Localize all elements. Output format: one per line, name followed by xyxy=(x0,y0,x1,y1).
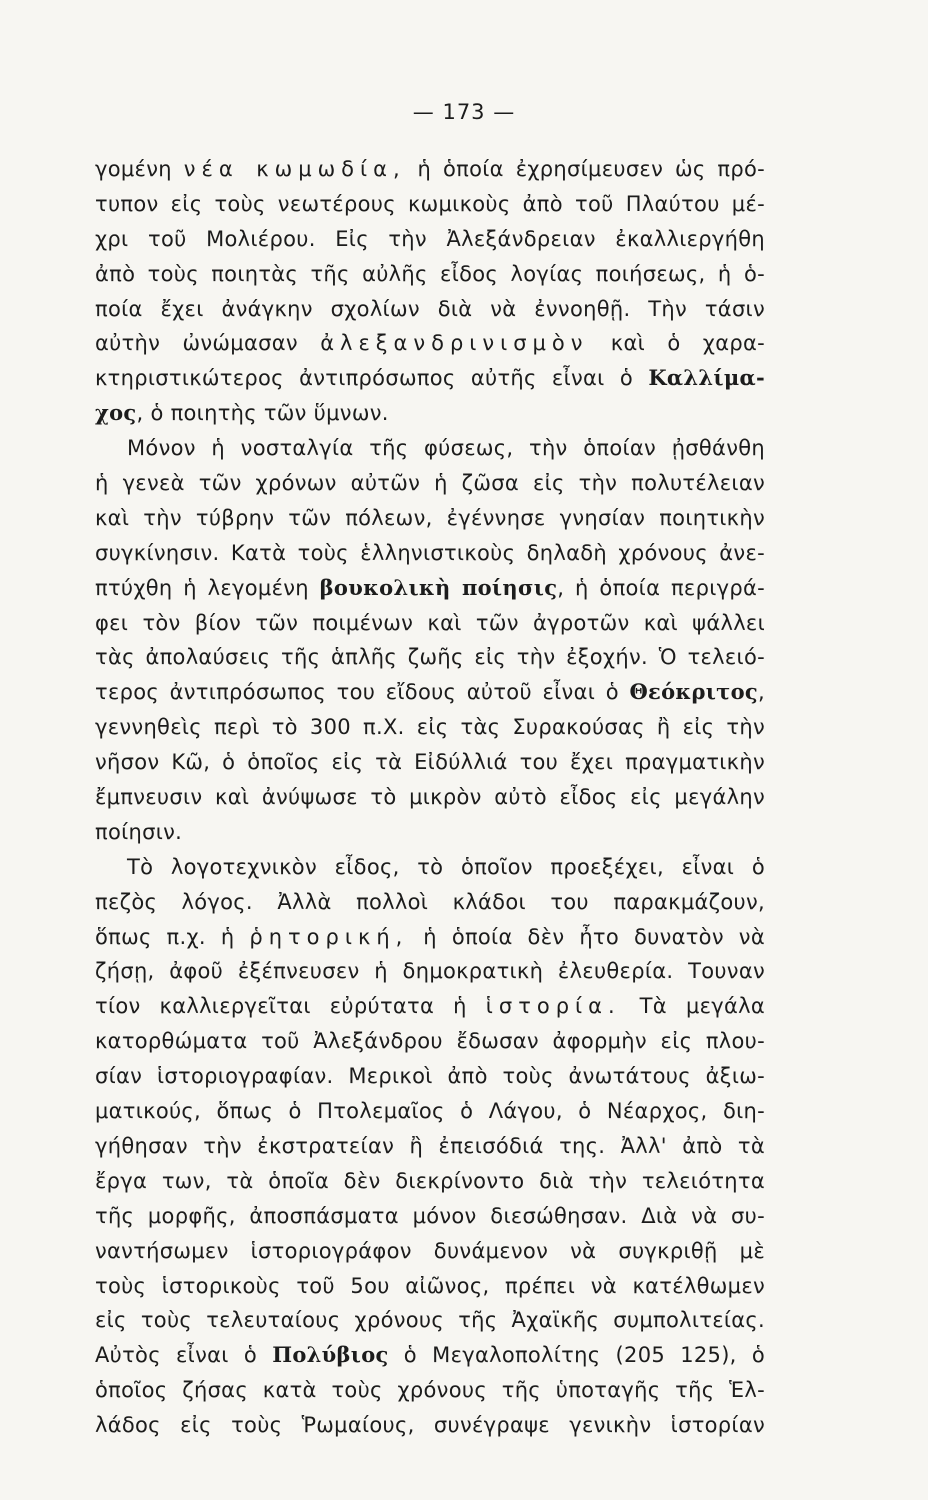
text-segment: τίον καλλιεργεῖται εὐρύτατα ἡ xyxy=(95,994,486,1019)
text-segment: καὶ ὁ χαρα- xyxy=(588,331,765,356)
text-segment: κατορθώματα τοῦ Ἀλεξάνδρου ἔδωσαν ἀφορμὴν εἰς πλου- xyxy=(95,1029,765,1054)
text-segment: τυπον εἰς τοὺς νεωτέρους κωμικοὺς ἀπὸ τοῦ Πλαύτου μέ- xyxy=(95,191,765,216)
text-line xyxy=(95,954,765,989)
text-segment: , ἡ ὁποία περιγρά- xyxy=(557,575,765,600)
text-segment: τῆς μορφῆς, ἀποσπάσματα μόνον διεσώθησαν. Διὰ νὰ συ- xyxy=(95,1203,765,1228)
spaced-term: ῥητορική, xyxy=(249,924,409,949)
text-line xyxy=(95,431,765,466)
text-segment: ἔργα των, τὰ ὁποῖα δὲν διεκρίνοντο διὰ τὴν τελειότητα xyxy=(95,1168,765,1193)
text-segment: εἰς τοὺς τελευταίους χρόνους τῆς Ἀχαϊκῆς συμπολιτείας. xyxy=(95,1308,765,1333)
text-line xyxy=(95,1269,765,1304)
text-line xyxy=(95,152,765,187)
text-line xyxy=(95,710,765,745)
text-segment: λάδος εἰς τοὺς Ῥωμαίους, συνέγραψε γενικὴν ἱστορίαν xyxy=(95,1413,765,1438)
text-segment: Τὰ μεγάλα xyxy=(620,994,765,1019)
text-line xyxy=(95,1094,765,1129)
text-line xyxy=(95,1338,765,1373)
text-segment: ζήσῃ, ἀφοῦ ἐξέπνευσεν ἡ δημοκρατικὴ ἐλευθερία. Τουναν xyxy=(95,959,765,984)
text-line xyxy=(95,1303,765,1338)
text-line xyxy=(95,361,765,396)
text-line xyxy=(95,989,765,1024)
text-line xyxy=(95,326,765,361)
text-line xyxy=(95,222,765,257)
text-line xyxy=(95,606,765,641)
text-segment: νῆσον Κῶ, ὁ ὁποῖος εἰς τὰ Εἰδύλλιά του ἔχει πραγματικὴν xyxy=(95,750,765,775)
bold-term: Πολύβιος xyxy=(272,1342,389,1368)
text-line xyxy=(95,292,765,327)
text-segment: καὶ τὴν τύβρην τῶν πόλεων, ἐγέννησε γνησίαν ποιητικὴν xyxy=(95,505,765,530)
text-line xyxy=(95,1024,765,1059)
text-segment: Μόνον ἡ νοσταλγία τῆς φύσεως, τὴν ὁποίαν ᾐσθάνθη xyxy=(127,436,765,461)
text-segment: , ὁ ποιητὴς τῶν ὕμνων. xyxy=(136,401,389,426)
text-line xyxy=(95,675,765,710)
text-line xyxy=(95,1373,765,1408)
bold-term: Καλλίμα- xyxy=(648,365,765,391)
text-segment: γήθησαν τὴν ἐκστρατείαν ἢ ἐπεισόδιά της. Ἀλλ' ἀπὸ τὰ xyxy=(95,1133,765,1158)
bold-term: χος xyxy=(95,400,137,426)
text-segment: ποίησιν. xyxy=(95,819,183,844)
text-line xyxy=(95,501,765,536)
bold-term: Θεόκριτος xyxy=(629,679,759,705)
text-segment: ἔμπνευσιν καὶ ἀνύψωσε τὸ μικρὸν αὐτὸ εἶδος εἰς μεγάλην xyxy=(95,785,765,810)
text-segment: , xyxy=(758,680,765,705)
text-segment: ἀπὸ τοὺς ποιητὰς τῆς αὐλῆς εἶδος λογίας ποιήσεως, ἡ ὁ- xyxy=(95,261,765,286)
text-line xyxy=(95,536,765,571)
text-line xyxy=(95,257,765,292)
text-segment: κτηριστικώτερος ἀντιπρόσωπος αὐτῆς εἶναι ὁ xyxy=(95,366,649,391)
text-segment: γομένη xyxy=(95,157,184,181)
body-text xyxy=(95,152,765,1443)
text-segment: Τὸ λογοτεχνικὸν εἶδος, τὸ ὁποῖον προεξέχει, εἶναι ὁ xyxy=(127,854,765,879)
text-line xyxy=(95,396,765,431)
text-segment: ὁποῖος ζήσας κατὰ τοὺς χρόνους τῆς ὑποταγῆς τῆς Ἑλ- xyxy=(95,1378,765,1403)
text-line xyxy=(95,1234,765,1269)
text-segment: πεζὸς λόγος. Ἀλλὰ πολλοὶ κλάδοι του παρακμάζουν, xyxy=(95,889,765,914)
text-line xyxy=(95,1199,765,1234)
text-segment: ὅπως π.χ. ἡ xyxy=(95,924,250,949)
text-line xyxy=(95,1408,765,1443)
text-line xyxy=(95,1129,765,1164)
text-segment: συγκίνησιν. Κατὰ τοὺς ἑλληνιστικοὺς δηλαδὴ χρόνους ἀνε- xyxy=(95,540,765,565)
text-segment: ἡ γενεὰ τῶν χρόνων αὐτῶν ἡ ζῶσα εἰς τὴν πολυτέλειαν xyxy=(95,471,765,496)
text-line xyxy=(95,815,765,850)
text-line xyxy=(95,920,765,955)
text-segment: ναντήσωμεν ἱστοριογράφον δυνάμενον νὰ συγκριθῇ μὲ xyxy=(95,1238,765,1263)
spaced-term: νέα κωμωδία, xyxy=(183,157,406,181)
text-segment: ὁ Μεγαλοπολίτης (205 125), ὁ xyxy=(388,1343,765,1368)
text-line xyxy=(95,640,765,675)
text-line xyxy=(95,850,765,885)
text-segment: τερος ἀντιπρόσωπος του εἴδους αὐτοῦ εἶναι ὁ xyxy=(95,680,630,705)
spaced-term: ἀλεξανδρινισμὸν xyxy=(320,331,589,356)
text-segment: ματικούς, ὅπως ὁ Πτολεμαῖος ὁ Λάγου, ὁ Νέαρχος, διη- xyxy=(95,1099,765,1124)
text-line xyxy=(95,1164,765,1199)
bold-term: βουκολικὴ ποίησις xyxy=(319,574,558,600)
text-segment: Αὐτὸς εἶναι ὁ xyxy=(95,1343,273,1368)
text-segment: χρι τοῦ Μολιέρου. Εἰς τὴν Ἀλεξάνδρειαν ἐκαλλιεργήθη xyxy=(95,226,765,251)
text-line xyxy=(95,571,765,606)
text-segment: γεννηθεὶς περὶ τὸ 300 π.Χ. εἰς τὰς Συρακούσας ἢ εἰς τὴν xyxy=(95,715,765,740)
text-line xyxy=(95,885,765,920)
text-segment: αὐτὴν ὠνώμασαν xyxy=(95,331,321,356)
text-segment: ἡ ὁποία ἐχρησίμευσεν ὡς πρό- xyxy=(405,157,766,181)
text-line xyxy=(95,466,765,501)
text-line xyxy=(95,1059,765,1094)
text-segment: ἡ ὁποία δὲν ἦτο δυνατὸν νὰ xyxy=(408,924,765,949)
spaced-term: ἱστορία. xyxy=(485,994,621,1019)
text-segment: πτύχθη ἡ λεγομένη xyxy=(95,575,320,600)
text-segment: φει τὸν βίον τῶν ποιμένων καὶ τῶν ἀγροτῶν καὶ ψάλλει xyxy=(95,610,765,635)
text-segment: τοὺς ἱστορικοὺς τοῦ 5ου αἰῶνος, πρέπει νὰ κατέλθωμεν xyxy=(95,1273,765,1298)
text-segment: τὰς ἀπολαύσεις τῆς ἁπλῆς ζωῆς εἰς τὴν ἐξοχήν. Ὁ τελειό- xyxy=(95,645,765,670)
text-line xyxy=(95,780,765,815)
page-number: — 173 — xyxy=(412,100,516,124)
text-segment: ποία ἔχει ἀνάγκην σχολίων διὰ νὰ ἐννοηθῇ. Τὴν τάσιν xyxy=(95,296,765,321)
text-line xyxy=(95,187,765,222)
text-segment: σίαν ἱστοριογραφίαν. Μερικοὶ ἀπὸ τοὺς ἀνωτάτους ἀξιω- xyxy=(95,1064,765,1089)
text-line xyxy=(95,745,765,780)
